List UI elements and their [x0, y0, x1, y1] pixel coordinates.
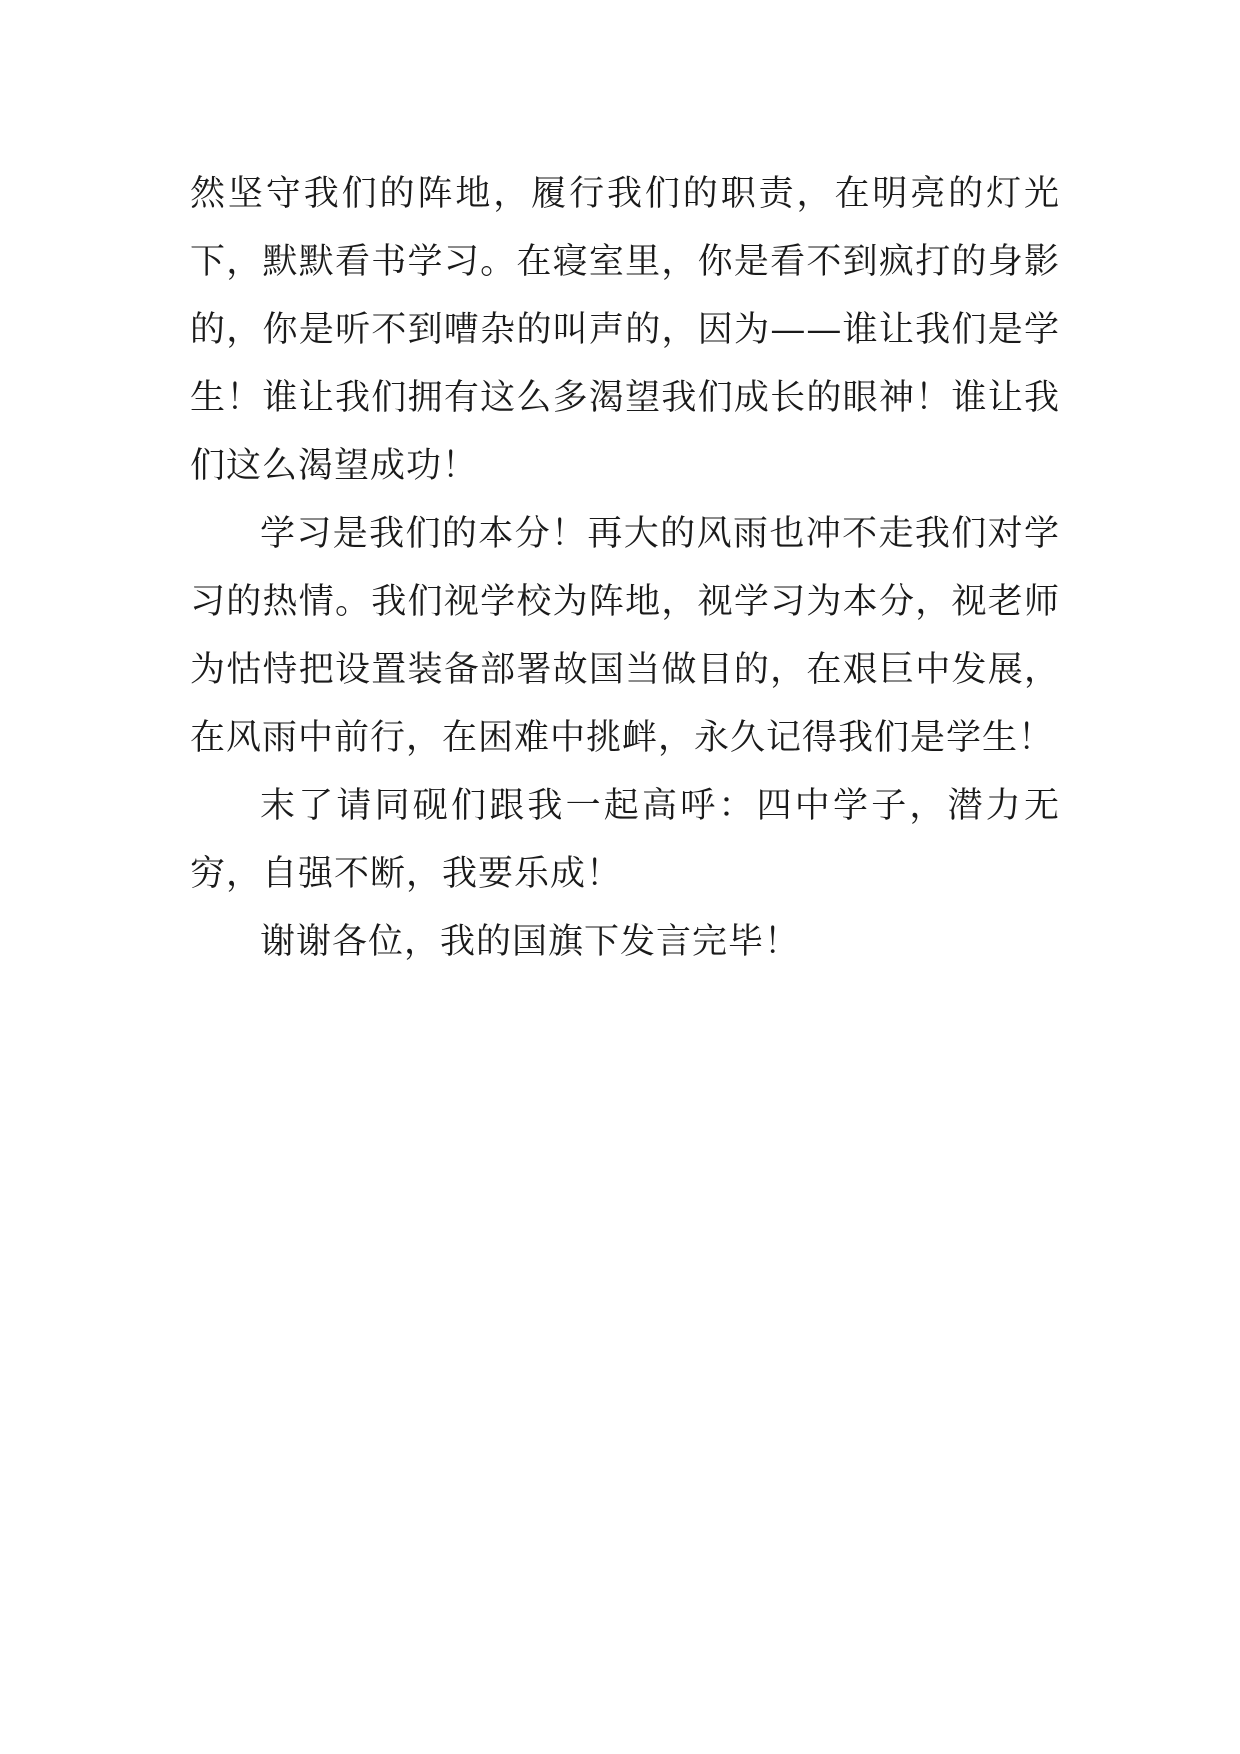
document-body — [190, 160, 1060, 976]
paragraph-continued: 然坚守我们的阵地，履行我们的职责，在明亮的灯光下，默默看书学习。在寝室里，你是看不到疯打的身影的，你是听不到嘈杂的叫声的，因为——谁让我们是学生！谁让我们拥有这么多渴望我们成长的眼神！谁让我们这么渴望成功！ — [190, 174, 1060, 486]
paragraph-slogan: 末了请同砚们跟我一起高呼：四中学子，潜力无穷，自强不断，我要乐成！ — [190, 786, 1060, 894]
paragraph-closing: 谢谢各位，我的国旗下发言完毕！ — [260, 922, 801, 962]
paragraph-study-duty: 学习是我们的本分！再大的风雨也冲不走我们对学习的热情。我们视学校为阵地，视学习为本分，视老师为怙恃把设置装备部署故国当做目的，在艰巨中发展，在风雨中前行，在困难中挑衅，永久记得我们是学生！ — [190, 514, 1060, 758]
